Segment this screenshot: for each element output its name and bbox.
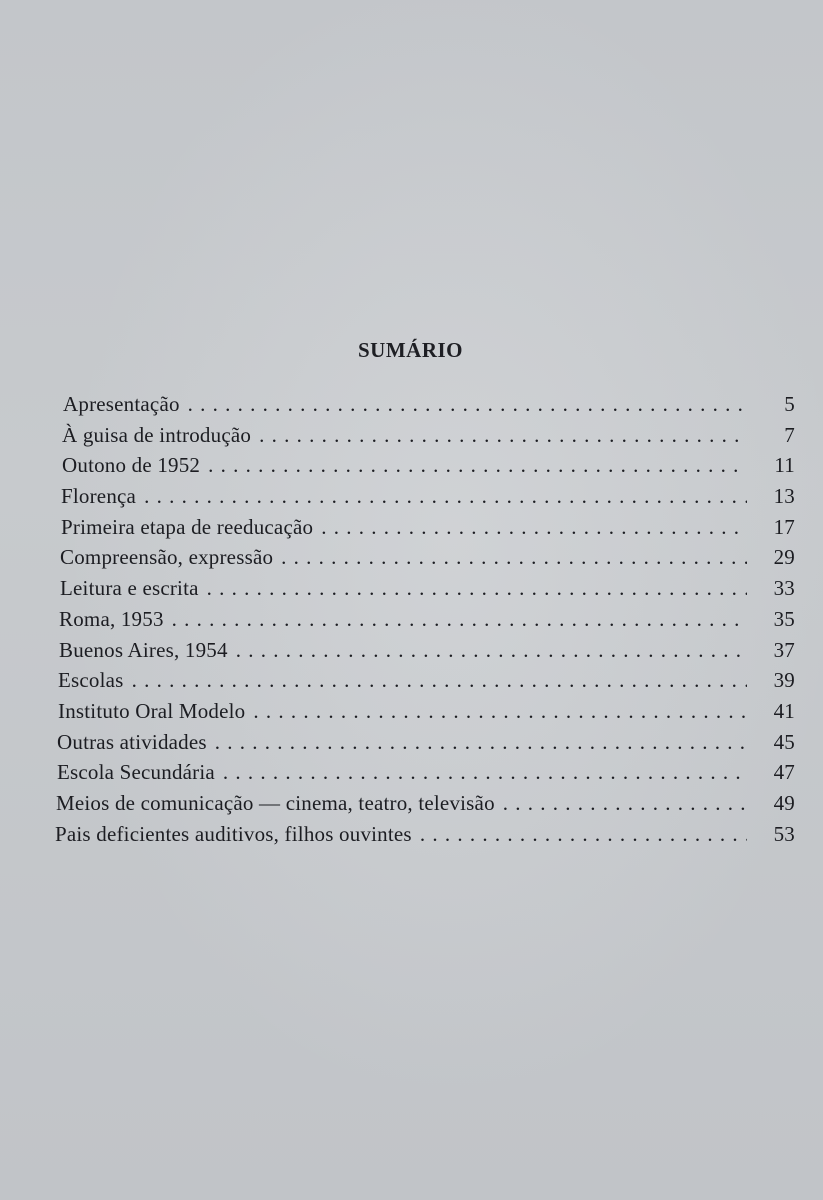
toc-entry-page: 11 xyxy=(774,453,795,478)
toc-entry-title: Pais deficientes auditivos, filhos ouvintes xyxy=(55,821,412,846)
toc-entry-page: 29 xyxy=(773,545,795,570)
toc-entry-page: 17 xyxy=(773,514,795,539)
toc-entry xyxy=(55,545,795,576)
dot-leader xyxy=(281,545,747,570)
toc-entry-title: Instituto Oral Modelo xyxy=(58,698,246,723)
toc-entry-page: 53 xyxy=(773,821,795,846)
toc-entry-page: 47 xyxy=(773,760,795,785)
toc-entry-page: 7 xyxy=(784,422,795,447)
show-through-texture xyxy=(118,78,818,107)
toc-entry-title: Meios de comunicação — cinema, teatro, televisão xyxy=(56,790,495,815)
toc-entry xyxy=(55,638,795,669)
dot-leader xyxy=(132,668,747,693)
dot-leader xyxy=(144,484,747,509)
dot-leader xyxy=(207,576,747,601)
toc-entry xyxy=(55,392,795,423)
toc-entry-title: Escola Secundária xyxy=(57,760,215,785)
dot-leader xyxy=(503,791,747,816)
toc-entry-title: Buenos Aires, 1954 xyxy=(59,637,228,662)
dot-leader xyxy=(215,730,747,755)
toc-entry-page: 39 xyxy=(773,668,795,693)
toc-entry xyxy=(55,484,795,515)
toc-entry-page: 45 xyxy=(773,729,795,754)
toc-entry-title: Outras atividades xyxy=(57,729,207,754)
dot-leader xyxy=(420,822,747,847)
dot-leader xyxy=(253,699,747,724)
toc-entry-title: Apresentação xyxy=(63,392,180,416)
toc-entry-page: 13 xyxy=(773,484,795,509)
toc-entry xyxy=(55,760,795,791)
dot-leader xyxy=(188,392,747,417)
toc-entry-title: Roma, 1953 xyxy=(59,606,164,631)
toc-entry xyxy=(55,668,795,699)
toc-entry-page: 5 xyxy=(784,392,795,416)
toc-entry-title: Outono de 1952 xyxy=(62,453,201,478)
toc-entry xyxy=(55,576,795,607)
toc-entry-title: Leitura e escrita xyxy=(60,576,199,601)
dot-leader xyxy=(259,423,747,448)
toc-entry xyxy=(55,515,795,546)
toc-entry xyxy=(55,822,795,853)
dot-leader xyxy=(172,607,747,632)
toc-entry-title: Primeira etapa de reeducação xyxy=(61,514,314,539)
toc-entry xyxy=(55,423,795,454)
toc-entry-page: 33 xyxy=(773,576,795,601)
toc-entry xyxy=(55,699,795,730)
toc-entry-page: 41 xyxy=(773,698,795,723)
toc-entry xyxy=(55,730,795,761)
toc-entry-page: 37 xyxy=(773,637,795,662)
toc-entry xyxy=(55,453,795,484)
toc-entry-title: Compreensão, expressão xyxy=(60,545,274,570)
toc-entry-title: À guisa de introdução xyxy=(62,422,252,447)
toc-entry-title: Florença xyxy=(61,484,137,509)
page-title: SUMÁRIO xyxy=(358,338,464,362)
dot-leader xyxy=(236,638,747,663)
toc-entry xyxy=(55,791,795,822)
dot-leader xyxy=(223,760,747,785)
toc-entry-page: 35 xyxy=(773,606,795,631)
toc-entry xyxy=(55,607,795,638)
table-of-contents xyxy=(55,392,795,852)
dot-leader xyxy=(321,515,747,540)
toc-entry-title: Escolas xyxy=(58,668,124,693)
dot-leader xyxy=(208,453,747,478)
toc-entry-page: 49 xyxy=(773,790,795,815)
